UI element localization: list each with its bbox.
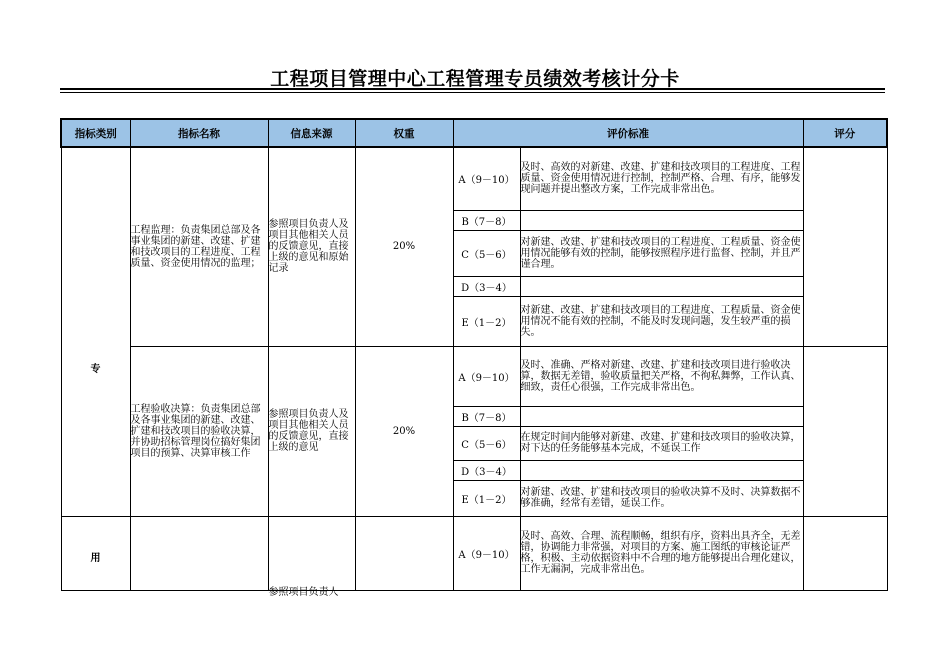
indicator-name: 工程验收决算：负责集团总部及各事业集团的新建、改建、扩建和技改项目的验收决算，并协助招标管理岗位搞好集团项目的预算、决算审核工作 (130, 346, 268, 516)
header-score: 评分 (803, 119, 887, 147)
score-input-cell[interactable] (803, 346, 887, 516)
grade-level: D（3－4） (453, 460, 520, 480)
grade-criteria: 及时、高效、合理、流程顺畅，组织有序，资料出具齐全，无差错，协调能力非常强，对项目的方案、施工图纸的审核论证严格，积极、主动依据资料中不合理的地方能够提出合理化建议，工作无漏洞，完成非常出色。 (520, 516, 803, 590)
indicator-name: 工程监理：负责集团总部及各事业集团的新建、改建、扩建和技改项目的工程进度、工程质量、资金使用情况的监理； (130, 147, 268, 346)
category-cell (61, 516, 130, 590)
table-row (61, 147, 887, 210)
indicator-name (130, 516, 268, 590)
header-indicator-name: 指标名称 (130, 119, 268, 147)
info-source (268, 516, 355, 598)
weight-value: 20% (355, 147, 453, 346)
grade-criteria: 对新建、改建、扩建和技改项目的验收决算不及时、决算数据不够准确，经常有差错，延误工作。 (520, 480, 803, 516)
score-input-cell[interactable] (803, 147, 887, 346)
grade-level: C（5－6） (453, 230, 520, 276)
grade-criteria: 对新建、改建、扩建和技改项目的工程进度、工程质量、资金使用情况不能有效的控制，不能及时发现问题，发生较严重的损失。 (520, 296, 803, 346)
grade-level: E（1－2） (453, 296, 520, 346)
header-row (61, 119, 887, 147)
category-char: 用 (90, 552, 101, 564)
grade-criteria: 对新建、改建、扩建和技改项目的工程进度、工程质量、资金使用情况能够有效的控制，能够按照程序进行监督、控制，并且严谨合理。 (520, 230, 803, 276)
category-char: 专 (90, 364, 101, 375)
info-source: 参照项目负责人及项目其他相关人员的反馈意见，直接上级的意见 (268, 346, 355, 516)
score-input-cell[interactable] (803, 516, 887, 590)
grade-criteria: 在规定时间内能够对新建、改建、扩建和技改项目的验收决算，对下达的任务能够基本完成，不延误工作 (520, 426, 803, 460)
grade-level: A（9－10） (453, 147, 520, 210)
scorecard-table (60, 118, 888, 598)
grade-criteria: 及时、高效的对新建、改建、扩建和技改项目的工程进度、工程质量、资金使用情况进行控制，控制严格、合理、有序，能够发现问题并提出整改方案，工作完成非常出色。 (520, 147, 803, 210)
grade-level: E（1－2） (453, 480, 520, 516)
grade-criteria (520, 460, 803, 480)
grade-level: C（5－6） (453, 426, 520, 460)
grade-criteria (520, 210, 803, 230)
grade-level: A（9－10） (453, 516, 520, 590)
info-source: 参照项目负责人及项目其他相关人员的反馈意见，直接上级的意见和原始记录 (268, 147, 355, 346)
table-row (61, 346, 887, 406)
grade-criteria: 及时、准确、严格对新建、改建、扩建和技改项目进行验收决算，数据无差错，验收质量把关严格，不徇私舞弊，工作认真、细致，责任心很强，工作完成非常出色。 (520, 346, 803, 406)
header-weight: 权重 (355, 119, 453, 147)
grade-level: A（9－10） (453, 346, 520, 406)
weight-value: 20% (355, 346, 453, 516)
page-title: 工程项目管理中心工程管理专员绩效考核计分卡 (270, 68, 680, 90)
grade-criteria (520, 276, 803, 296)
grade-level: B（7－8） (453, 406, 520, 426)
header-info-source: 信息来源 (268, 119, 355, 147)
grade-criteria (520, 406, 803, 426)
info-source-text: 参照项目负责人 (268, 586, 339, 598)
grade-level: B（7－8） (453, 210, 520, 230)
category-cell (61, 147, 130, 516)
header-criteria: 评价标准 (453, 119, 803, 147)
grade-level: D（3－4） (453, 276, 520, 296)
table-row (61, 516, 887, 590)
weight-value (355, 516, 453, 590)
header-category: 指标类别 (61, 119, 130, 147)
title-underline-thin (60, 92, 885, 93)
title-underline (60, 88, 885, 90)
